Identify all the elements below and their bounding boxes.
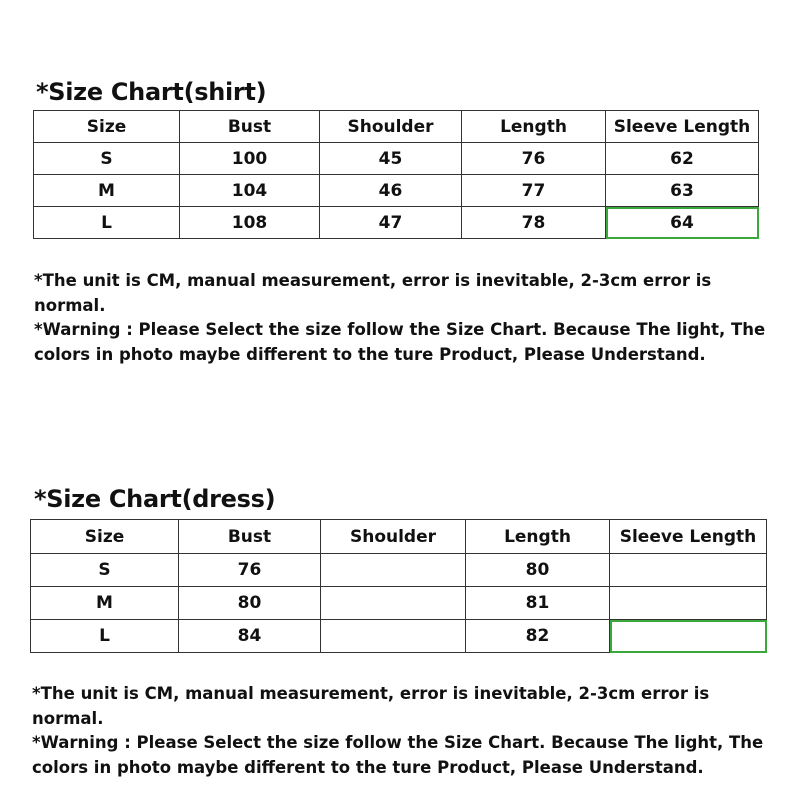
column-header-sleeve-length: Sleeve Length	[610, 520, 767, 554]
table-row	[31, 587, 767, 620]
cell-shoulder: 47	[320, 207, 462, 239]
cell-size: L	[31, 620, 179, 653]
column-header-size: Size	[31, 520, 179, 554]
unit-note: *The unit is CM, manual measurement, error is inevitable, 2-3cm error is normal.	[34, 271, 712, 315]
cell-length: 76	[462, 143, 606, 175]
cell-shoulder	[321, 587, 466, 620]
cell-length: 78	[462, 207, 606, 239]
cell-size: M	[31, 587, 179, 620]
dress-notes	[32, 682, 772, 780]
table-header-row	[31, 520, 767, 554]
cell-length: 80	[466, 554, 610, 587]
column-header-bust: Bust	[180, 111, 320, 143]
table-row	[31, 554, 767, 587]
column-header-length: Length	[466, 520, 610, 554]
column-header-shoulder: Shoulder	[321, 520, 466, 554]
cell-sleeve-length	[610, 554, 767, 587]
cell-sleeve-length: 62	[606, 143, 759, 175]
cell-sleeve-length: 63	[606, 175, 759, 207]
column-header-size: Size	[34, 111, 180, 143]
cell-bust: 100	[180, 143, 320, 175]
dress-size-table	[30, 519, 767, 653]
shirt-notes	[34, 269, 774, 367]
cell-length: 77	[462, 175, 606, 207]
unit-note: *The unit is CM, manual measurement, error is inevitable, 2-3cm error is normal.	[32, 684, 710, 728]
cell-sleeve-length	[610, 587, 767, 620]
cell-bust: 108	[180, 207, 320, 239]
cell-shoulder: 45	[320, 143, 462, 175]
cell-shoulder	[321, 554, 466, 587]
table-header-row	[34, 111, 759, 143]
cell-shoulder	[321, 620, 466, 653]
cell-bust: 84	[179, 620, 321, 653]
warning-note: *Warning : Please Select the size follow the Size Chart. Because The light, The colors in photo maybe different to the ture Product, Please Understand.	[34, 320, 766, 364]
column-header-shoulder: Shoulder	[320, 111, 462, 143]
column-header-sleeve-length: Sleeve Length	[606, 111, 759, 143]
column-header-bust: Bust	[179, 520, 321, 554]
cell-size: L	[34, 207, 180, 239]
table-row	[34, 175, 759, 207]
cell-size: S	[34, 143, 180, 175]
dress-chart-title: *Size Chart(dress)	[34, 485, 276, 513]
column-header-length: Length	[462, 111, 606, 143]
cell-shoulder: 46	[320, 175, 462, 207]
table-row	[34, 207, 759, 239]
cell-sleeve-length-selected: 64	[606, 207, 759, 239]
cell-length: 81	[466, 587, 610, 620]
shirt-chart-title: *Size Chart(shirt)	[36, 78, 267, 106]
cell-bust: 76	[179, 554, 321, 587]
cell-size: S	[31, 554, 179, 587]
table-row	[31, 620, 767, 653]
cell-bust: 80	[179, 587, 321, 620]
cell-bust: 104	[180, 175, 320, 207]
shirt-size-table	[33, 110, 759, 239]
warning-note: *Warning : Please Select the size follow the Size Chart. Because The light, The colors in photo maybe different to the ture Product, Please Understand.	[32, 733, 764, 777]
cell-length: 82	[466, 620, 610, 653]
cell-sleeve-length-selected	[610, 620, 767, 653]
table-row	[34, 143, 759, 175]
cell-size: M	[34, 175, 180, 207]
